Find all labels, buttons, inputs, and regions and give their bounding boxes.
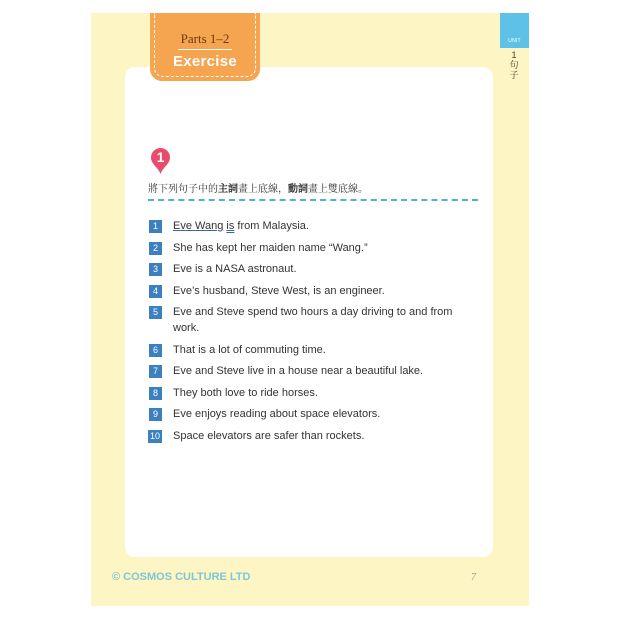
sentence-item — [149, 363, 469, 379]
sentence-item — [149, 218, 469, 234]
sentence-text: Eve enjoys reading about space elevators. — [173, 408, 381, 420]
sentence-item — [149, 304, 469, 336]
sentence-item — [149, 428, 469, 444]
item-number: 5 — [149, 306, 162, 319]
item-number: 7 — [149, 365, 162, 378]
item-number: 9 — [149, 408, 162, 421]
sentence-text: Eve and Steve live in a house near a beautiful lake. — [173, 365, 424, 377]
exercise-number: 1 — [156, 149, 165, 165]
exercise-badge — [150, 13, 260, 81]
item-number: 1 — [149, 220, 162, 233]
item-number: 6 — [149, 344, 162, 357]
sentence-text: They both love to ride horses. — [173, 386, 318, 399]
unit-tab — [500, 13, 529, 48]
unit-title-char-2: 子 — [509, 71, 519, 81]
parts-label: Parts 1–2 — [180, 31, 230, 46]
sentence-text: That is a lot of commuting time. — [173, 343, 326, 356]
sentence-text: Space elevators are safer than rockets. — [173, 429, 365, 442]
item-number: 10 — [149, 430, 160, 441]
sentence-item — [149, 342, 469, 358]
sentence-item — [149, 261, 469, 277]
sentence-text: from Malaysia. — [234, 220, 309, 232]
sentence-text: Eve’s husband, Steve West, is an engineer. — [173, 284, 385, 297]
dashed-divider — [148, 199, 478, 201]
item-number: 2 — [149, 242, 162, 255]
page-number: 7 — [471, 572, 476, 583]
double-underlined-verb: is — [226, 220, 235, 232]
sentence-item — [149, 283, 469, 299]
unit-side-title — [502, 48, 526, 81]
sentence-text: She has kept her maiden name “Wang.” — [173, 241, 368, 254]
instruction-post: 畫上雙底線。 — [308, 184, 368, 195]
instruction-middle: 畫上底線， — [238, 184, 288, 195]
instruction-text — [148, 180, 368, 195]
underlined-subject: Eve Wang — [173, 220, 224, 232]
item-number: 4 — [149, 285, 162, 298]
sentence-item — [149, 406, 469, 422]
item-number: 3 — [149, 263, 162, 276]
instruction-verb: 動詞 — [288, 184, 308, 195]
sentence-text: Eve is a NASA astronaut. — [173, 263, 297, 275]
sentence-item — [149, 385, 469, 401]
exercise-label: Exercise — [172, 53, 238, 70]
instruction-pre: 將下列句子中的 — [148, 184, 218, 195]
sentence-text: Eve and Steve spend two hours a day driving to and from work. — [173, 306, 453, 334]
instruction-subject: 主詞 — [218, 184, 238, 195]
copyright-footer: © COSMOS CULTURE LTD — [112, 571, 251, 583]
sentence-item — [149, 240, 469, 256]
sentence-list — [149, 218, 469, 449]
badge-divider — [178, 49, 232, 50]
unit-title-char-1: 句 — [509, 61, 519, 71]
item-number: 8 — [149, 387, 162, 400]
unit-label: UNIT — [508, 38, 521, 44]
unit-number: 1 — [511, 50, 517, 60]
